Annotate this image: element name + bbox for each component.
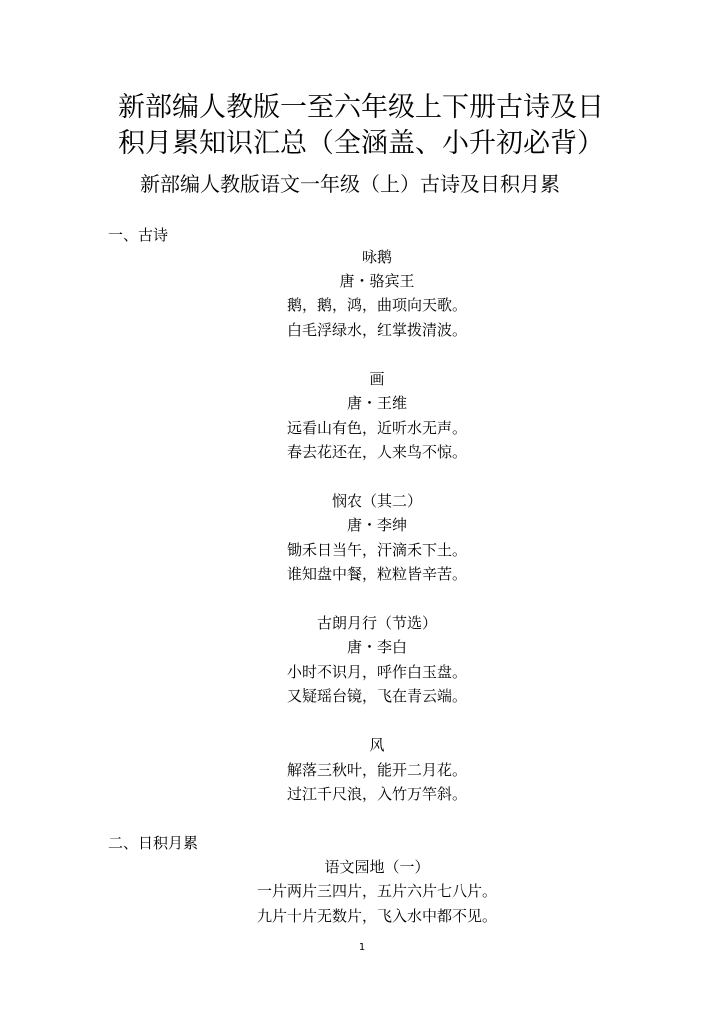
- poem-author: 唐・李白: [346, 638, 407, 656]
- poem-line: 小时不识月，呼作白玉盘。: [286, 663, 467, 681]
- page-number: 1: [358, 942, 366, 953]
- poem-title: 咏鹅: [361, 248, 392, 266]
- item-line: 一片两片三四片，五片六片七八片。: [256, 882, 497, 900]
- poem-line: 谁知盘中餐，粒粒皆辛苦。: [286, 565, 467, 583]
- section-heading-poems: 一、古诗: [108, 226, 169, 244]
- poem-line: 白毛浮绿水，红掌拨清波。: [286, 321, 467, 339]
- document-title-line-2: 积月累知识汇总（全涵盖、小升初必背）: [118, 128, 604, 159]
- poem-line: 过江千尺浪，入竹万竿斜。: [286, 785, 467, 803]
- poem-title: 画: [369, 370, 385, 388]
- poem-title: 风: [369, 736, 385, 754]
- poem-line: 春去花还在，人来鸟不惊。: [286, 443, 467, 461]
- poem-title: 悯农（其二）: [331, 492, 422, 510]
- poem-title: 古朗月行（节选）: [316, 614, 437, 632]
- section-heading-daily-accumulation: 二、日积月累: [108, 834, 199, 852]
- poem-author: 唐・李绅: [346, 516, 407, 534]
- poem-line: 解落三秋叶，能开二月花。: [286, 761, 467, 779]
- poem-author: 唐・王维: [346, 394, 407, 412]
- poem-line: 远看山有色，近听水无声。: [286, 419, 467, 437]
- poem-line: 锄禾日当午，汗滴禾下土。: [286, 541, 467, 559]
- item-line: 九片十片无数片，飞入水中都不见。: [256, 907, 497, 925]
- item-title: 语文园地（一）: [324, 858, 430, 876]
- document-subtitle: 新部编人教版语文一年级（上）古诗及日积月累: [140, 172, 560, 196]
- poem-line: 又疑瑶台镜，飞在青云端。: [286, 687, 467, 705]
- poem-line: 鹅，鹅，鸿，曲项向天歌。: [286, 296, 467, 314]
- document-title-line-1: 新部编人教版一至六年级上下册古诗及日: [118, 92, 604, 123]
- poem-author: 唐・骆宾王: [339, 272, 415, 290]
